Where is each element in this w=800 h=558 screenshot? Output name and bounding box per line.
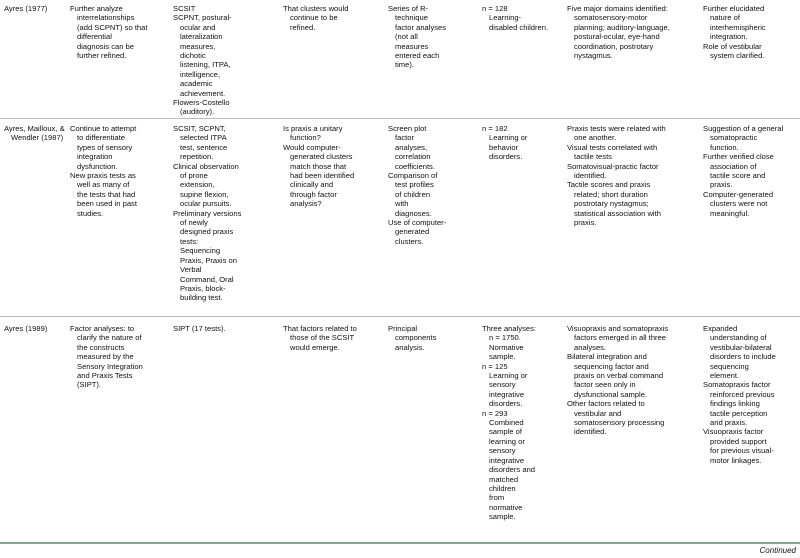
cell-paragraph: Visuopraxis factor provided support for previous visual- motor linkages. bbox=[703, 427, 774, 465]
cell-paragraph: Flowers-Costello (auditory). bbox=[173, 98, 230, 117]
cell-findings bbox=[567, 124, 697, 227]
cell-hypothesis bbox=[283, 124, 379, 209]
cell-paragraph: Tactile scores and praxis related; short duration postrotary nystagmus; statistical association with praxis. bbox=[567, 180, 661, 228]
continued-label: Continued bbox=[759, 546, 796, 555]
cell-hypothesis bbox=[283, 324, 379, 352]
cell-paragraph: n = 125 Learning or sensory integrative disorders. bbox=[482, 361, 528, 409]
cell-contribution bbox=[703, 324, 800, 465]
cell-findings bbox=[567, 4, 697, 60]
cell-paragraph: Visual tests correlated with tactile tests bbox=[567, 142, 658, 162]
cell-paragraph: Other factors related to vestibular and somatosensory processing identified. bbox=[567, 399, 665, 437]
cell-study bbox=[4, 4, 66, 13]
cell-sample bbox=[482, 4, 558, 32]
cell-paragraph: Five major domains identified: somatosensory-motor planning; auditory-language, postural-ocular, eye-hand coordination, postrotary nystagmus. bbox=[567, 4, 670, 61]
cell-paragraph: SCSIT, SCPNT, selected ITPA test, sentence repetition. bbox=[173, 124, 228, 162]
cell-paragraph: SCPNT, postural- ocular and lateralization measures, dichotic listening, ITPA, intelligence, academic achievement. bbox=[173, 13, 232, 98]
cell-tests bbox=[173, 324, 277, 333]
cell-paragraph: Screen plot factor analyses, correlation coefficients. bbox=[388, 124, 435, 171]
cell-paragraph: Computer-generated clusters were not meaningful. bbox=[703, 189, 774, 218]
cell-tests bbox=[173, 4, 277, 117]
cell-hypothesis bbox=[283, 4, 379, 32]
row-divider bbox=[0, 316, 800, 317]
cell-paragraph: Suggestion of a general somatopractic function. bbox=[703, 124, 784, 152]
cell-analysis bbox=[388, 4, 476, 70]
cell-paragraph: Visuopraxis and somatopraxis factors emerged in all three analyses. bbox=[567, 324, 669, 352]
cell-paragraph: Series of R- technique factor analyses (not all measures entered each time). bbox=[388, 4, 447, 70]
cell-purpose bbox=[70, 4, 164, 60]
cell-paragraph: n = 293 Combined sample of learning or sensory integrative disorders and matched children from normative sample. bbox=[482, 408, 536, 522]
cell-study bbox=[4, 324, 66, 333]
table-bottom-rule bbox=[0, 542, 800, 544]
cell-paragraph: SCSIT bbox=[173, 4, 196, 13]
cell-paragraph: Somatovisual-practic factor identified. bbox=[567, 161, 659, 181]
cell-paragraph: Further analyze interrelationships (add SCPNT) so that differential diagnosis can be further refined. bbox=[70, 4, 148, 61]
cell-paragraph: Three analyses: n = 1750. Normative sample. bbox=[482, 324, 537, 362]
cell-paragraph: Is praxis a unitary function? bbox=[283, 124, 343, 143]
cell-paragraph: That factors related to those of the SCSIT would emerge. bbox=[283, 324, 357, 352]
cell-analysis bbox=[388, 124, 476, 246]
cell-paragraph: Preliminary versions of newly designed praxis tests: Sequencing Praxis, Praxis on Verbal Command, Oral Praxis, block- building test. bbox=[173, 208, 242, 303]
cell-paragraph: Role of vestibular system clarified. bbox=[703, 41, 765, 61]
cell-contribution bbox=[703, 124, 800, 218]
cell-paragraph: Comparison of test profiles of children with diagnoses. bbox=[388, 171, 438, 218]
cell-paragraph: Continue to attempt to differentiate types of sensory integration dysfunction. bbox=[70, 124, 137, 171]
cell-paragraph: Ayres (1977) bbox=[4, 4, 48, 13]
cell-paragraph: Ayres (1989) bbox=[4, 324, 48, 333]
cell-paragraph: Further elucidated nature of interhemispheric integration. bbox=[703, 4, 766, 42]
cell-paragraph: Further verified close association of tactile score and praxis. bbox=[703, 152, 774, 190]
cell-paragraph: Factor analyses: to clarify the nature of the constructs measured by the Sensory Integration and Praxis Tests (SIPT). bbox=[70, 324, 143, 390]
cell-paragraph: Principal components analysis. bbox=[388, 324, 437, 352]
cell-findings bbox=[567, 324, 697, 437]
cell-paragraph: Somatopraxis factor reinforced previous findings linking tactile perception and praxis. bbox=[703, 380, 775, 428]
cell-paragraph: n = 182 Learning or behavior disorders. bbox=[482, 124, 528, 162]
cell-purpose bbox=[70, 324, 164, 390]
row-divider bbox=[0, 118, 800, 119]
cell-paragraph: Bilateral integration and sequencing factor and praxis on verbal command factor seen only in dysfunctional sample. bbox=[567, 352, 664, 399]
cell-paragraph: Would computer- generated clusters match those that had been identified clinically and through factor analysis? bbox=[283, 142, 355, 209]
cell-sample bbox=[482, 124, 558, 162]
cell-tests bbox=[173, 124, 277, 303]
cell-paragraph: That clusters would continue to be refined. bbox=[283, 4, 349, 32]
cell-contribution bbox=[703, 4, 800, 60]
cell-paragraph: Praxis tests were related with one another. bbox=[567, 124, 666, 143]
cell-paragraph: n = 128 Learning- disabled children. bbox=[482, 4, 549, 32]
cell-analysis bbox=[388, 324, 476, 352]
cell-sample bbox=[482, 324, 558, 522]
cell-purpose bbox=[70, 124, 164, 218]
cell-paragraph: Use of computer- generated clusters. bbox=[388, 218, 447, 246]
cell-paragraph: Expanded understanding of vestibular-bilateral disorders to include sequencing element. bbox=[703, 324, 776, 381]
cell-paragraph: SIPT (17 tests). bbox=[173, 324, 226, 333]
cell-paragraph: Clinical observation of prone extension, supine flexion, ocular pursuits. bbox=[173, 161, 239, 209]
cell-paragraph: New praxis tests as well as many of the tests that had been used in past studies. bbox=[70, 171, 137, 218]
cell-paragraph: Ayres, Mailloux, & Wendler (1987) bbox=[4, 124, 65, 143]
cell-study bbox=[4, 124, 66, 143]
